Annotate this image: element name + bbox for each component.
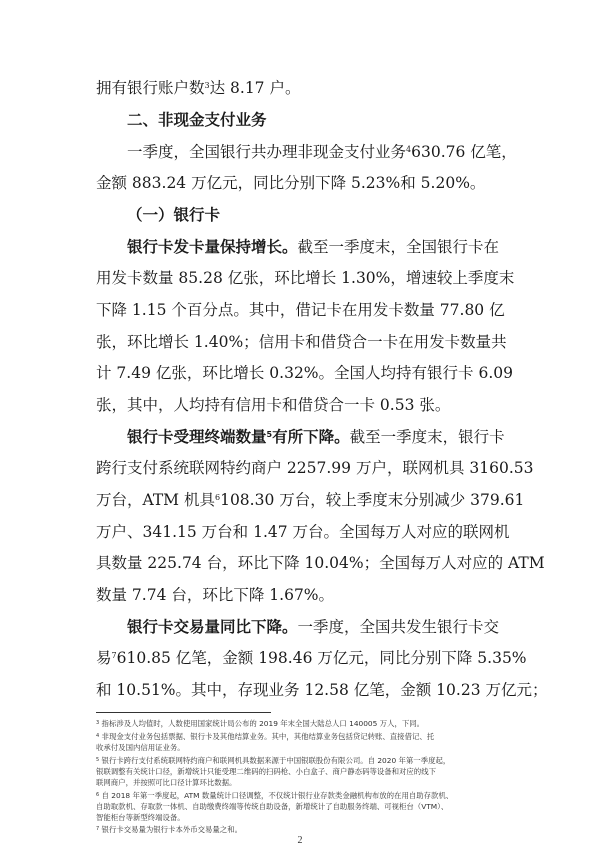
body-line: 银行卡交易量同比下降。一季度，全国共发生银行卡交 [127,618,500,636]
body-line: 金额 883.24 万亿元，同比分别下降 5.23%和 5.20%。 [96,174,486,192]
body-line: 计 7.49 亿张，环比增长 0.32%。全国人均持有银行卡 6.09 [96,364,513,382]
footnote: $^7$ 银行卡交易量为银行卡本外币交易量之和。 [96,825,242,834]
footnote: $^5$ 银行卡跨行支付系统联网特约商户和联网机具数据来源于中国银联股份有限公司。自 2020 年第一季度起， [96,756,451,765]
body-line: 具数量 225.74 台，环比下降 10.04%；全国每万人对应的 ATM [96,554,545,572]
footnote-continuation: 联网商户，并按照可比口径计算环比数据。 [96,778,237,787]
section-heading: 二、非现金支付业务 [127,111,267,129]
footnote-divider [96,712,271,713]
body-line: 和 10.51%。其中，存现业务 12.58 亿笔，金额 10.23 万亿元； [96,681,548,699]
subsection-heading: （一）银行卡 [127,206,221,224]
footnote-continuation: 自助取款机、存取款一体机、自助缴费终端等传统自助设备，新增统计了自助服务终端、可视柜台（VTM）、 [96,802,449,811]
footnote-continuation: 智能柜台等新型终端设备。 [96,813,185,822]
footnote: $^4$ 非现金支付业务包括票据、银行卡及其他结算业务。其中，其他结算业务包括贷记转账、直接借记、托 [96,732,435,741]
body-line: 万台，ATM 机具$^6$108.30 万台，较上季度末分别减少 379.61 [96,491,525,509]
body-line: 数量 7.74 台，环比下降 1.67%。 [96,586,335,604]
footnote: $^3$ 指标涉及人均值时，人数使用国家统计局公布的 2019 年末全国大陆总人口 140005 万人，下同。 [96,719,425,728]
page-number: 2 [297,835,303,846]
body-line: 下降 1.15 个百分点。其中，借记卡在用发卡数量 77.80 亿 [96,301,505,319]
footnote: $^6$ 自 2018 年第一季度起，ATM 数量统计口径调整，不仅统计银行业存款类金融机构布放的在用自助存款机、 [96,791,454,800]
footnote-continuation: 收承付及国内信用证业务。 [96,743,185,752]
body-line: 银行卡发卡量保持增长。截至一季度末，全国银行卡在 [127,238,500,256]
body-line: 张，环比增长 1.40%；信用卡和借贷合一卡在用发卡数量共 [96,333,507,351]
body-line: 拥有银行账户数$^3$达 8.17 户。 [96,79,301,97]
body-line: 跨行支付系统联网特约商户 2257.99 万户，联网机具 3160.53 [96,459,534,477]
footnote-continuation: 银联调整有关统计口径，新增统计只能受理二维码的扫码枪、小白盒子、商户静态码等设备和对应的线下 [96,767,436,776]
body-line: 万户、341.15 万台和 1.47 万台。全国每万人对应的联网机 [96,523,510,541]
body-line: 一季度，全国银行共办理非现金支付业务$^4$630.76 亿笔， [127,143,517,161]
body-line: 张，其中，人均持有信用卡和借贷合一卡 0.53 张。 [96,396,451,414]
body-line: 用发卡数量 85.28 亿张，环比增长 1.30%，增速较上季度末 [96,269,515,287]
body-line: 易$^7$610.85 亿笔，金额 198.46 万亿元，同比分别下降 5.35% [96,649,527,667]
body-line: 银行卡受理终端数量$^5$有所下降。截至一季度末，银行卡 [127,428,505,446]
